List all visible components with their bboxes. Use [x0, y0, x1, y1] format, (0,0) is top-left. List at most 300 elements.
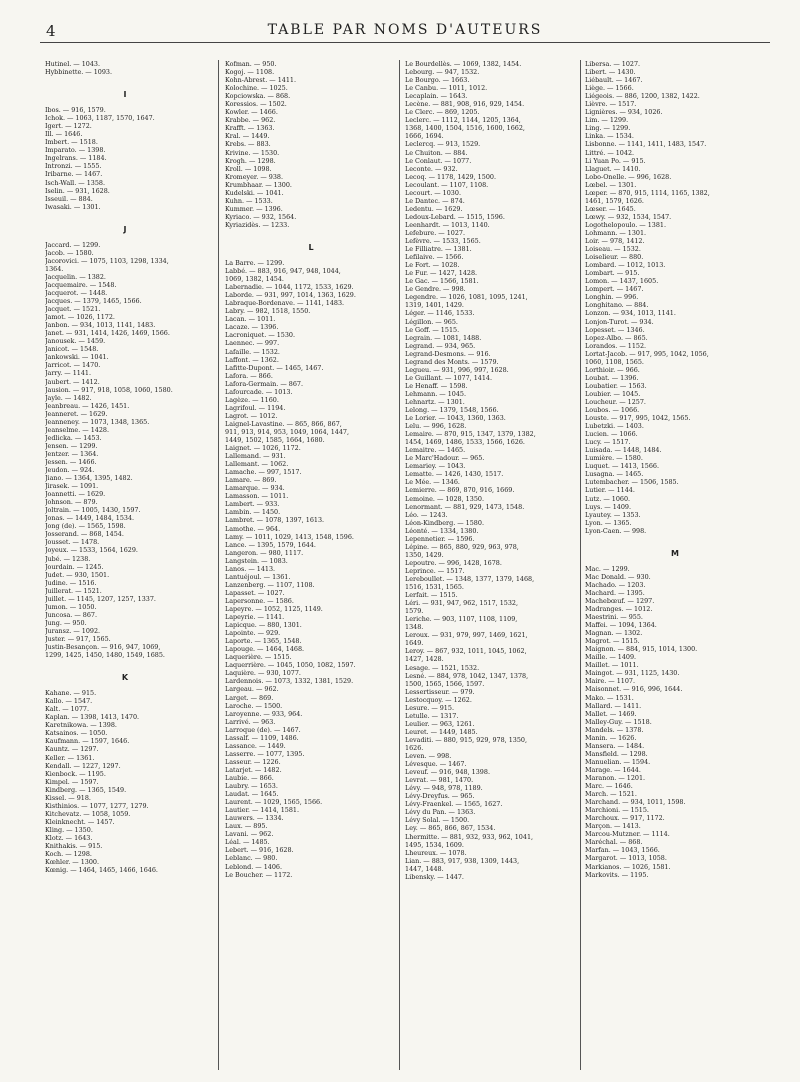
index-entry: Jeanselme. — 1428. — [45, 425, 109, 434]
index-entry: Lesné. — 884, 978, 1042, 1347, 1378, — [405, 671, 529, 680]
index-entry: Margarot. — 1013, 1058. — [585, 854, 667, 863]
index-entry: Lutz. — 1060. — [585, 494, 631, 503]
index-entry: Lopez-Albo. — 865. — [585, 333, 648, 342]
index-entry: Juster. — 917, 1565. — [45, 635, 111, 643]
index-entry: Larrivé. — 963. — [225, 717, 276, 726]
index-entry: Lyon-Caen. — 998. — [585, 526, 647, 535]
index-entry: Lessertisseur. — 979. — [405, 687, 475, 696]
index-entry: Lantuéjoul. — 1361. — [225, 572, 291, 581]
index-entry: Kling. — 1350. — [45, 825, 93, 834]
index-entry: Leven. — 998. — [405, 752, 452, 761]
index-entry: Lamothe. — 964. — [225, 524, 281, 533]
index-entry: Jiano. — 1364, 1395, 1482. — [45, 474, 133, 483]
index-entry: La Barre. — 1299. — [225, 258, 285, 267]
index-entry: Johnson. — 879. — [45, 498, 98, 507]
section-gap — [45, 659, 205, 667]
index-entry: 1666, 1694. — [405, 132, 444, 141]
index-entry: Machard. — 1395. — [585, 588, 645, 597]
index-entry: Laroche. — 1500. — [225, 701, 283, 710]
index-entry: Iselin. — 931, 1628. — [45, 186, 110, 195]
index-entry: Jacquet. — 1521. — [45, 305, 101, 314]
index-entry: Léger. — 1146, 1533. — [405, 309, 475, 318]
index-entry: Lauwers. — 1334. — [225, 814, 284, 823]
index-column-3 — [405, 60, 580, 1070]
index-entry: Lonzon. — 934, 1013, 1141. — [585, 309, 676, 318]
index-column-4 — [585, 60, 765, 1070]
index-entry: Maréchal. — 868. — [585, 838, 643, 847]
index-entry: Laquerrière. — 1045, 1050, 1082, 1597. — [225, 661, 356, 670]
index-entry: Lopesset. — 1346. — [585, 325, 645, 334]
index-entry: Marcou-Mutzner. — 1114. — [585, 830, 670, 839]
index-entry: Karetnikowa. — 1398. — [45, 721, 117, 730]
index-entry: Lévesque. — 1467. — [405, 760, 467, 769]
index-entry: Legrain. — 1081, 1488. — [405, 333, 482, 342]
index-entry: Lapouge. — 1464, 1468. — [225, 645, 305, 654]
index-entry: Le Bourgo. — 1663. — [405, 76, 470, 85]
index-entry: Jarricot. — 1470. — [45, 361, 101, 370]
index-entry: Lévy du Pan. — 1363. — [405, 808, 476, 817]
index-entry: Mansera. — 1484. — [585, 741, 645, 750]
section-letter: J — [123, 224, 127, 234]
index-entry: Lombart. — 915. — [585, 269, 640, 278]
index-entry: Labbé. — 883, 916, 947, 948, 1044, — [225, 267, 341, 276]
index-entry: Loiseau. — 1532. — [585, 245, 641, 254]
index-entry: Lévy-Fraenkel. — 1565, 1627. — [405, 800, 503, 809]
index-entry: Juransz. — 1092. — [45, 626, 101, 635]
index-entry: Laubry. — 1653. — [225, 782, 278, 791]
index-entry: Maille. — 1409. — [585, 653, 637, 662]
index-entry: 1461, 1579, 1626. — [585, 196, 644, 205]
index-entry: Lohmann. — 1301. — [585, 228, 647, 237]
index-entry: Isch-Wall. — 1358. — [45, 178, 105, 187]
section-gap — [585, 535, 765, 543]
index-entry: Lecoq. — 1178, 1429, 1500. — [405, 172, 496, 181]
index-entry: Largeau. — 962. — [225, 685, 279, 694]
index-entry: Hutinel. — 1043. — [45, 60, 101, 68]
index-entry: Kummer. — 1396. — [225, 204, 283, 213]
index-entry: Lamache. — 997, 1517. — [225, 468, 302, 477]
index-entry: Kauntz. — 1297. — [45, 745, 99, 754]
index-entry: Llaguet. — 1410. — [585, 164, 641, 173]
index-entry: Mansfield. — 1298. — [585, 749, 648, 758]
index-entry: Kahane. — 915. — [45, 689, 97, 698]
index-entry: Iwasaki. — 1301. — [45, 202, 101, 211]
index-entry: Lumière. — 1580. — [585, 454, 643, 463]
index-entry: Lecourt. — 1030. — [405, 188, 461, 197]
index-entry: Knithakis. — 915. — [45, 842, 103, 851]
index-entry: Le Guillant. — 1077, 1414. — [405, 373, 493, 382]
index-entry: 1495, 1534, 1609. — [405, 840, 464, 849]
index-entry: Lehnartz. — 1301. — [405, 397, 465, 406]
index-entry: Markovits. — 1195. — [585, 870, 649, 879]
index-entry: Klotz. — 1643. — [45, 833, 93, 842]
index-entry: Lagèze. — 1160. — [225, 395, 279, 404]
index-entry: Legrand-Desmons. — 916. — [405, 349, 491, 358]
index-entry: Kœnig. — 1464, 1465, 1466, 1646. — [45, 866, 158, 875]
index-entry: Li Yuan Po. — 915. — [585, 156, 646, 165]
index-entry: Leuret. — 1449, 1485. — [405, 727, 478, 736]
index-entry: Labry. — 982, 1518, 1550. — [225, 307, 311, 316]
index-entry: Langeron. — 980, 1117. — [225, 548, 304, 557]
index-entry: Le Fort. — 1028. — [405, 261, 460, 270]
index-entry: Lièvre. — 1517. — [585, 100, 637, 109]
index-entry: Jirasek. — 1091. — [45, 482, 99, 491]
index-entry: Lasserre. — 1077, 1395. — [225, 749, 305, 758]
index-entry: Lereboullet. — 1348, 1377, 1379, 1468, — [405, 575, 535, 583]
index-entry: Jacques. — 1379, 1465, 1566. — [45, 297, 142, 306]
index-entry: Lemaire. — 870, 915, 1347, 1379, 1382, — [405, 430, 536, 439]
index-entry: Léonté. — 1334, 1380. — [405, 526, 479, 535]
index-entry: Jaccard. — 1299. — [45, 240, 101, 249]
index-entry: Loucheur. — 1257. — [585, 397, 646, 406]
index-entry: Koressios. — 1502. — [225, 100, 287, 109]
index-entry: Judet. — 930, 1501. — [45, 570, 110, 579]
index-entry: Jamot. — 1026, 1172. — [45, 313, 115, 322]
index-entry: Jourdain. — 1245. — [45, 562, 104, 571]
index-entry: Ill. — 1646. — [45, 130, 83, 139]
section-gap — [225, 229, 397, 237]
index-entry: 1626. — [405, 743, 424, 752]
index-entry: Lematte. — 1426, 1430, 1517. — [405, 470, 504, 479]
section-letter: L — [308, 242, 314, 252]
index-entry: Marchand. — 934, 1011, 1598. — [585, 798, 686, 807]
index-entry: Lambret. — 1078, 1397, 1613. — [225, 516, 325, 525]
index-column-2 — [225, 60, 397, 1070]
index-entry: 1299, 1425, 1450, 1480, 1549, 1685. — [45, 651, 165, 660]
index-entry: Lévy. — 948, 978, 1189. — [405, 784, 483, 793]
index-entry: Joltrain. — 1005, 1430, 1597. — [45, 506, 141, 515]
index-entry: Lheureux. — 1078. — [405, 848, 467, 857]
index-entry: Longhin. — 996. — [585, 293, 639, 302]
index-entry: Janousek. — 1459. — [45, 337, 106, 346]
index-entry: Lutembacher. — 1506, 1585. — [585, 478, 679, 487]
index-entry: Kyriazidès. — 1233. — [225, 220, 290, 229]
index-entry: Machado. — 1203. — [585, 580, 646, 589]
index-entry: Kalt. — 1077. — [45, 705, 89, 714]
page-header — [40, 18, 770, 43]
index-entry: Marchoux. — 917, 1172. — [585, 814, 665, 823]
index-entry: Janbon. — 934, 1013, 1141, 1483. — [45, 321, 156, 330]
index-entry: Lefèvre. — 1533, 1565. — [405, 237, 481, 246]
index-entry: 1579. — [405, 607, 424, 616]
index-entry: Jentzer. — 1364. — [45, 449, 99, 458]
index-entry: Leriche. — 903, 1107, 1108, 1109, — [405, 615, 518, 624]
index-entry: Lapasset. — 1027. — [225, 588, 285, 597]
index-entry: Laux. — 895. — [225, 822, 268, 831]
index-entry: Lanos. — 1413. — [225, 564, 276, 573]
index-entry: Lœbel. — 1301. — [585, 180, 637, 189]
index-entry: Ley. — 865, 866, 867, 1534. — [405, 824, 496, 833]
index-entry: Lortat-Jacob. — 917, 995, 1042, 1056, — [585, 349, 709, 358]
index-entry: Lemaitre. — 1465. — [405, 446, 466, 455]
index-entry: Larget. — 869. — [225, 693, 274, 702]
index-entry: Lepennetier. — 1596. — [405, 534, 475, 543]
index-entry: March. — 1521. — [585, 790, 637, 799]
index-entry: Lombard. — 1012, 1013. — [585, 261, 666, 270]
index-entry: Lemoine. — 1028, 1350. — [405, 494, 484, 503]
index-entry: Libert. — 1430. — [585, 68, 636, 77]
index-entry: Libersa. — 1027. — [585, 60, 641, 68]
index-entry: Laignel-Lavastine. — 865, 866, 867, — [225, 419, 342, 428]
index-entry: Le Dantec. — 874. — [405, 196, 465, 205]
index-entry: Ichok. — 1063, 1187, 1570, 1647. — [45, 114, 155, 123]
index-entry: 1427, 1428. — [405, 655, 444, 664]
index-entry: Jeanbreau. — 1426, 1451. — [45, 401, 130, 410]
index-entry: Magnan. — 1302. — [585, 629, 643, 638]
index-entry: Kyriaco. — 932, 1564. — [225, 212, 297, 221]
section-gap — [45, 211, 205, 219]
index-entry: Léal. — 1485. — [225, 838, 270, 847]
index-entry: Leveuf. — 916, 948, 1398. — [405, 768, 490, 777]
index-entry: Judine. — 1516. — [45, 578, 97, 587]
index-entry: Lesure. — 915. — [405, 703, 454, 712]
index-entry: Le Canbu. — 1011, 1012. — [405, 84, 488, 93]
index-entry: Markianos. — 1026, 1581. — [585, 862, 671, 871]
index-entry: Legrand des Monts. — 1579. — [405, 357, 499, 366]
index-entry: Madranges. — 1012. — [585, 605, 653, 613]
index-entry: Jousset. — 1478. — [45, 538, 100, 547]
index-entry: Luys. — 1409. — [585, 502, 632, 511]
index-entry: Mako. — 1531. — [585, 693, 634, 702]
index-entry: Lompert. — 1467. — [585, 285, 644, 294]
index-entry: Jacquerot. — 1448. — [45, 288, 108, 297]
index-entry: Leulier. — 963, 1261. — [405, 719, 475, 728]
index-entry: 1500, 1565, 1566, 1597. — [405, 679, 485, 688]
index-entry: Kimpel. — 1597. — [45, 777, 99, 786]
index-entry: Marçon. — 1413. — [585, 822, 641, 831]
index-entry: Lusagna. — 1465. — [585, 470, 644, 479]
index-entry: Manuelian. — 1594. — [585, 757, 651, 766]
index-entry: Laborde. — 931, 997, 1014, 1363, 1629. — [225, 291, 356, 300]
index-entry: Lestocquoy. — 1262. — [405, 695, 472, 704]
index-entry: Lehmann. — 1045. — [405, 389, 467, 398]
index-entry: Kitchevatz. — 1058, 1059. — [45, 809, 131, 818]
index-entry: Linka. — 1534. — [585, 132, 634, 141]
index-entry: Jeudon. — 924. — [45, 466, 95, 475]
index-entry: Manin. — 1626. — [585, 733, 637, 742]
index-entry: Lapeyrie. — 1141. — [225, 613, 285, 622]
index-entry: Lefebure. — 1027. — [405, 228, 465, 237]
index-entry: Lévy-Dreyfus. — 965. — [405, 792, 475, 801]
index-entry: Lyon. — 1365. — [585, 518, 632, 527]
index-entry: Le Goff. — 1515. — [405, 325, 460, 334]
index-entry: Laffont. — 1362. — [225, 355, 279, 364]
index-entry: Krabbe. — 962. — [225, 116, 276, 125]
index-entry: Le Clerc. — 869, 1205. — [405, 108, 480, 117]
index-entry: Laroyenne. — 933, 964. — [225, 709, 303, 718]
index-entry: Lefilaive. — 1566. — [405, 253, 464, 262]
index-entry: Lemierre. — 869, 870, 916, 1669. — [405, 486, 515, 495]
index-entry: Lallemand. — 931. — [225, 452, 286, 461]
index-entry: Malley-Guy. — 1518. — [585, 717, 652, 726]
index-entry: Lucy. — 1517. — [585, 438, 631, 447]
index-entry: Leblanc. — 980. — [225, 854, 278, 863]
index-entry: Lorandos. — 1152. — [585, 341, 647, 350]
index-entry: Jessen. — 1466. — [45, 457, 97, 466]
index-entry: Kolochine. — 1025. — [225, 84, 288, 93]
index-entry: Krivine. — 1530. — [225, 148, 280, 157]
index-entry: Kowler. — 1466. — [225, 108, 278, 117]
index-entry: Le Filliatre. — 1381. — [405, 245, 472, 254]
index-entry: Le Fur. — 1427, 1428. — [405, 269, 478, 278]
index-entry: Kral. — 1449. — [225, 132, 270, 141]
index-entry: Liège. — 1566. — [585, 84, 634, 93]
index-entry: Maestrini. — 955. — [585, 613, 643, 622]
index-entry: Jeanneney. — 1073, 1348, 1365. — [45, 417, 150, 426]
index-entry: Loiselieur. — 880. — [585, 253, 644, 262]
index-entry: Lœper. — 870, 915, 1114, 1165, 1382, — [585, 188, 710, 197]
index-entry: Lassance. — 1449. — [225, 741, 286, 750]
index-entry: Lœser. — 1645. — [585, 204, 636, 213]
index-entry: Joannetti. — 1629. — [45, 490, 106, 499]
index-entry: Jung. — 950. — [45, 618, 87, 627]
index-entry: Jubé. — 1238. — [45, 554, 91, 563]
index-entry: Iribarne. — 1467. — [45, 170, 103, 179]
index-entry: Laurent. — 1029, 1565, 1566. — [225, 798, 323, 807]
index-entry: Lian. — 883, 917, 938, 1309, 1443, — [405, 856, 520, 865]
index-entry: 1350, 1429. — [405, 550, 444, 559]
index-entry: Kissel. — 918. — [45, 793, 91, 802]
index-entry: Laubie. — 866. — [225, 773, 274, 782]
index-entry: Le Bourdellès. — 1069, 1382, 1454. — [405, 60, 522, 68]
index-entry: Jausion. — 917, 918, 1058, 1060, 1580. — [45, 385, 173, 394]
index-entry: Levaditi. — 880, 915, 929, 978, 1350, — [405, 735, 528, 744]
index-entry: Jensen. — 1299. — [45, 441, 98, 450]
index-entry: Lebert. — 916, 1628. — [225, 846, 294, 855]
index-entry: Lonjon-Turot. — 934. — [585, 317, 654, 326]
index-entry: Libensky. — 1447. — [405, 872, 464, 881]
index-entry: 1454, 1469, 1486, 1533, 1566, 1626. — [405, 438, 525, 447]
index-entry: Ling. — 1299. — [585, 124, 631, 133]
index-entry: Lagrot. — 1012. — [225, 411, 278, 420]
index-entry: Ledoux-Lebard. — 1515, 1596. — [405, 212, 505, 221]
index-entry: Laquerière. — 1515. — [225, 653, 292, 662]
index-column-1 — [45, 60, 205, 1070]
index-entry: Kienbock. — 1195. — [45, 769, 106, 778]
index-entry: Lautier. — 1414, 1581. — [225, 806, 300, 815]
index-entry: Lassalf. — 1109, 1486. — [225, 733, 299, 742]
index-entry: Lapeyre. — 1052, 1125, 1149. — [225, 605, 323, 613]
index-entry: 1516, 1531, 1565. — [405, 583, 464, 592]
index-entry: Lomon. — 1437, 1605. — [585, 277, 659, 286]
index-entry: Léo. — 1243. — [405, 510, 448, 519]
index-entry: Latarjet. — 1482. — [225, 765, 282, 774]
index-entry: Loubos. — 1066. — [585, 406, 640, 415]
index-entry: 1060, 1108, 1565. — [585, 357, 644, 366]
index-entry: Larroque (de). — 1467. — [225, 725, 301, 734]
index-entry: Maffei. — 1094, 1364. — [585, 621, 657, 630]
index-entry: Intronzi. — 1555. — [45, 162, 102, 171]
index-entry: Legendre. — 1026, 1081, 1095, 1241, — [405, 293, 528, 302]
index-entry: Lance. — 1395, 1579, 1644. — [225, 540, 316, 549]
index-entry: Lagrifoul. — 1194. — [225, 403, 286, 412]
index-entry: Lelong. — 1379, 1548, 1566. — [405, 406, 499, 415]
index-entry: 1368, 1400, 1504, 1516, 1600, 1662, — [405, 124, 525, 133]
index-entry: Marchioni. — 1515. — [585, 806, 649, 815]
index-entry: Kaplan. — 1398, 1413, 1470. — [45, 713, 140, 722]
index-entry: Krebs. — 883. — [225, 140, 271, 149]
index-entry: Magrot. — 1515. — [585, 637, 640, 646]
index-entry: Leroy. — 867, 932, 1011, 1045, 1062, — [405, 647, 527, 656]
index-entry: Lasseur. — 1226. — [225, 757, 281, 766]
index-entry: Leenhardt. — 1013, 1140. — [405, 220, 490, 229]
index-entry: Lepoutre. — 996, 1428, 1678. — [405, 558, 502, 567]
index-entry: Maillet. — 1011. — [585, 661, 639, 670]
index-entry: Machebœuf. — 1297. — [585, 596, 655, 605]
index-entry: Kopciowska. — 868. — [225, 92, 291, 101]
index-entry: Langstein. — 1083. — [225, 556, 288, 565]
column-divider — [580, 60, 581, 1070]
index-entry: Léon-Kindberg. — 1580. — [405, 518, 484, 527]
index-entry: Léri. — 931, 947, 962, 1517, 1532, — [405, 599, 519, 608]
index-entry: Lardennois. — 1073, 1332, 1381, 1529. — [225, 677, 354, 686]
index-entry: Le Gendre. — 998. — [405, 285, 466, 294]
index-entry: 911, 913, 914, 953, 1049, 1064, 1447, — [225, 427, 349, 436]
index-entry: Maranon. — 1201. — [585, 773, 646, 782]
index-entry: Lisbonne. — 1141, 1411, 1483, 1547. — [585, 140, 707, 149]
index-entry: Laudat. — 1645. — [225, 790, 279, 799]
index-entry: Mandels. — 1378. — [585, 725, 644, 734]
index-entry: Labernadie. — 1044, 1172, 1533, 1629. — [225, 283, 354, 292]
index-entry: Jankowski. — 1041. — [45, 353, 109, 362]
index-entry: Lecène. — 881, 908, 916, 929, 1454. — [405, 100, 525, 109]
index-entry: Jayle. — 1482. — [45, 393, 92, 402]
index-entry: Ingelrans. — 1184. — [45, 154, 107, 163]
index-entry: Leclerc. — 1112, 1144, 1205, 1364, — [405, 116, 521, 125]
index-entry: Lubetzki. — 1403. — [585, 422, 644, 431]
index-entry: Jumon. — 1050. — [45, 602, 97, 611]
index-entry: Lelu. — 996, 1628. — [405, 422, 467, 431]
index-entry: Lafora-Germain. — 867. — [225, 379, 303, 388]
index-entry: Lecoulant. — 1107, 1108. — [405, 180, 489, 189]
index-entry: Kaufmann. — 1597, 1646. — [45, 737, 130, 746]
index-entry: Juncosa. — 867. — [45, 610, 98, 619]
index-entry: Loubier. — 1045. — [585, 389, 641, 398]
index-entry: Laporte. — 1365, 1548. — [225, 637, 302, 646]
index-entry: Luisada. — 1448, 1484. — [585, 446, 662, 455]
section-letter: K — [121, 673, 129, 683]
index-entry: Lhermitte. — 881, 932, 933, 962, 1041, — [405, 832, 534, 841]
index-entry: Kudelski. — 1041. — [225, 188, 284, 197]
index-entry: Keller. — 1361. — [45, 753, 95, 762]
index-entry: Janet. — 931, 1414, 1426, 1469, 1566. — [45, 329, 170, 338]
index-entry: Kindberg. — 1365, 1549. — [45, 785, 127, 794]
index-entry: Jacorovici. — 1075, 1103, 1298, 1334, — [45, 256, 169, 265]
index-entry: Mac Donald. — 930. — [585, 572, 651, 581]
index-entry: Lamasson. — 1011. — [225, 492, 289, 501]
index-entry: Le Conlaut. — 1077. — [405, 156, 472, 165]
index-entry: Hybbinette. — 1093. — [45, 68, 113, 77]
index-entry: Krogh. — 1298. — [225, 156, 276, 165]
index-entry: Jacob. — 1580. — [45, 248, 94, 257]
index-entry: Lallemant. — 1062. — [225, 460, 289, 469]
index-entry: Le Gac. — 1566, 1581. — [405, 277, 479, 286]
index-entry: Kuhn. — 1533. — [225, 196, 273, 205]
index-entry: Lamy. — 1011, 1029, 1413, 1548, 1596. — [225, 532, 354, 541]
index-entry: Lyautey. — 1353. — [585, 510, 641, 519]
index-entry: Kleinknecht. — 1457. — [45, 817, 115, 826]
index-entry: Kofman. — 950. — [225, 60, 277, 68]
index-entry: Krumbhaar. — 1300. — [225, 180, 292, 189]
index-entry: Lignières. — 934, 1026. — [585, 108, 663, 117]
index-entry: Jacquemaire. — 1548. — [45, 280, 117, 289]
index-entry: Katsainos. — 1050. — [45, 729, 108, 738]
index-entry: Jonas. — 1449, 1484, 1534. — [45, 514, 135, 523]
index-entry: Lacan. — 1011. — [225, 315, 276, 324]
index-entry: Le Henaff. — 1598. — [405, 381, 468, 390]
index-entry: Lambert. — 933. — [225, 500, 280, 509]
section-letter: I — [123, 90, 127, 100]
